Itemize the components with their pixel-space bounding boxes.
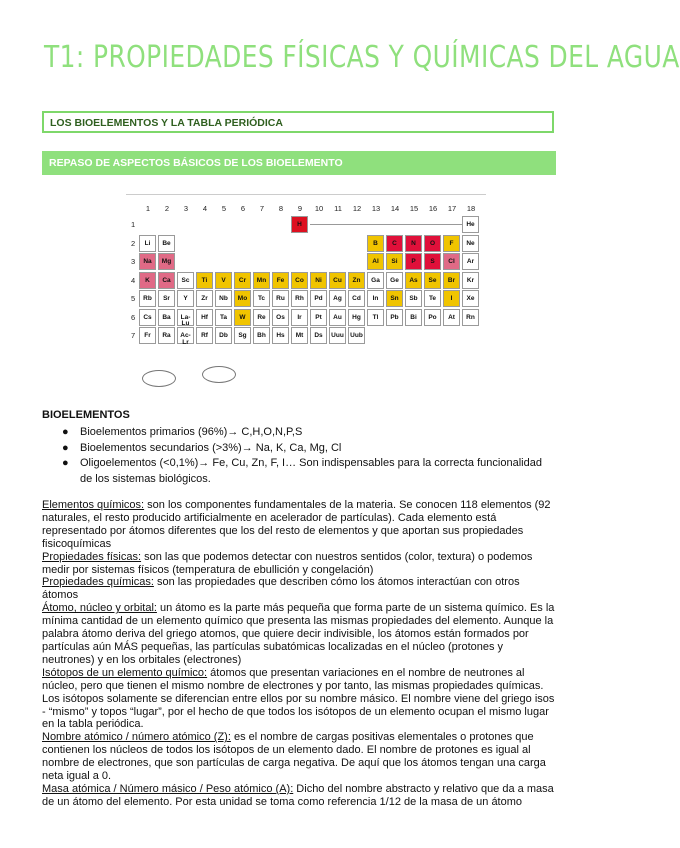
list-item: ● Bioelementos secundarios (>3%)→ Na, K, Ca, Mg, Cl (56, 441, 556, 457)
element-cell-ca (158, 272, 175, 289)
element-symbol: K (145, 276, 150, 284)
element-cell-fr (139, 327, 156, 344)
element-cell-pb (386, 309, 403, 326)
element-symbol: Kr (466, 276, 475, 284)
element-cell-kr (462, 272, 479, 289)
element-symbol: Po (428, 313, 437, 321)
row-number: 7 (131, 331, 136, 340)
element-symbol: Rh (295, 295, 304, 302)
element-symbol: Zn (352, 276, 361, 284)
element-symbol: N (411, 239, 416, 247)
bullet-icon: ● (62, 457, 69, 469)
element-symbol: Ca (162, 276, 171, 284)
column-number: 9 (297, 204, 303, 213)
element-cell-uuu (329, 327, 346, 344)
element-symbol: Ga (371, 276, 380, 284)
element-symbol: I (450, 295, 453, 302)
element-cell-ra (158, 327, 175, 344)
element-symbol: O (429, 239, 436, 247)
element-symbol: W (239, 313, 246, 321)
element-cell-ta (215, 309, 232, 326)
element-cell-ag (329, 290, 346, 307)
element-symbol: Fr (144, 332, 151, 339)
element-cell-rb (139, 290, 156, 307)
column-number: 13 (371, 204, 381, 213)
element-symbol: Re (257, 313, 266, 321)
element-symbol: C (392, 239, 397, 247)
element-cell-sg (234, 327, 251, 344)
element-symbol: Ds (314, 332, 323, 339)
term: Masa atómica / Número másico / Peso atómico (A): (42, 782, 294, 795)
element-cell-k (139, 272, 156, 289)
element-cell-he (462, 216, 479, 233)
element-symbol: Pt (315, 313, 322, 321)
element-symbol: Pb (390, 313, 399, 321)
element-symbol: Be (162, 239, 171, 247)
bullet-icon: ● (62, 426, 69, 438)
element-cell-uub (348, 327, 365, 344)
element-symbol: La-Lu (180, 313, 191, 327)
element-symbol: Tc (257, 295, 266, 302)
column-number: 14 (390, 204, 400, 213)
row-number: 3 (131, 257, 136, 266)
element-cell-os (272, 309, 289, 326)
element-cell-te (424, 290, 441, 307)
element-symbol: F (449, 239, 454, 247)
list-item: ● Bioelementos primarios (96%)→ C,H,O,N,P,S (56, 425, 556, 441)
element-cell-lalu (177, 309, 194, 326)
element-symbol: Mg (161, 258, 172, 265)
element-cell-sr (158, 290, 175, 307)
element-cell-ne (462, 235, 479, 252)
element-cell-db (215, 327, 232, 344)
element-symbol: At (448, 313, 455, 321)
section-header-bioelementos-tabla: LOS BIOELEMENTOS Y LA TABLA PERIÓDICA (42, 111, 554, 133)
element-cell-tl (367, 309, 384, 326)
element-symbol: Bh (257, 332, 266, 339)
element-symbol: Te (428, 295, 437, 302)
element-symbol: Au (333, 313, 342, 321)
element-symbol: Ge (390, 276, 399, 284)
element-cell-br (443, 272, 460, 289)
element-symbol: Ba (162, 313, 171, 321)
element-cell-fe (272, 272, 289, 289)
element-cell-po (424, 309, 441, 326)
callout-ellipse (142, 370, 176, 387)
element-cell-li (139, 235, 156, 252)
paragraph: Propiedades físicas: son las que podemos detectar con nuestros sentidos (color, textura) o podemos medir por sistemas físicos (temperatura de ebullición y congelación) (42, 550, 533, 576)
element-symbol: Ac-Lr (180, 332, 191, 346)
column-number: 17 (447, 204, 457, 213)
element-symbol: Xe (466, 295, 475, 302)
element-symbol: H (297, 221, 302, 228)
column-number: 2 (164, 204, 170, 213)
column-number: 6 (240, 204, 246, 213)
element-symbol: Tl (372, 313, 379, 321)
element-symbol: Se (428, 276, 437, 284)
element-cell-as (405, 272, 422, 289)
element-symbol: Ir (297, 313, 302, 321)
element-symbol: Li (144, 239, 151, 247)
element-symbol: Rn (466, 313, 475, 321)
element-symbol: Rb (143, 295, 152, 302)
row-number: 4 (131, 275, 136, 285)
element-symbol: Hg (352, 313, 361, 321)
element-symbol: Hs (276, 332, 285, 339)
term: Átomo, núcleo y orbital: (42, 602, 157, 615)
element-cell-zn (348, 272, 365, 289)
paragraph: Átomo, núcleo y orbital: un átomo es la parte más pequeña que forma parte de un sistema químico. Es la mínima cantidad de un elemento químico que presenta las mismas propiedades del elemento. Aunque la palabra átomo deriva del griego atomos, que quiere decir indivisible, los átomos están formados por partículas aún MÁS pequeñas, las partículas subatómicas localizadas en el núcleo (protones y neutrones) y en los orbitales (electrones) (42, 602, 555, 666)
element-cell-tc (253, 290, 270, 307)
element-cell-s (424, 253, 441, 270)
column-number: 11 (334, 204, 342, 213)
column-number: 8 (278, 204, 284, 213)
paragraph: Propiedades químicas: son las propiedades que describen cómo los átomos interactúan con otros átomos (42, 576, 520, 602)
element-cell-mg (158, 253, 175, 270)
element-symbol: Cl (448, 258, 455, 265)
element-symbol: Fe (276, 276, 285, 284)
element-cell-si (386, 253, 403, 270)
term: Propiedades químicas: (42, 576, 154, 589)
element-cell-be (158, 235, 175, 252)
element-symbol: Pd (314, 295, 323, 302)
element-symbol: Si (391, 258, 398, 265)
element-cell-ge (386, 272, 403, 289)
term: Nombre atómico / número atómico (Z): (42, 731, 231, 744)
column-number: 1 (145, 204, 151, 213)
element-symbol: Sc (181, 276, 190, 284)
element-symbol: Mn (256, 276, 267, 284)
row-number: 1 (131, 220, 136, 229)
paragraph: Masa atómica / Número másico / Peso atómico (A): Dicho del nombre abstracto y relativo que da a masa de un átomo del elemento. Por esta unidad se toma como referencia 1/12 de la masa de un átomo (42, 782, 554, 808)
element-cell-y (177, 290, 194, 307)
column-number: 3 (183, 204, 189, 213)
element-symbol: Cu (333, 276, 342, 284)
element-symbol: P (411, 258, 416, 265)
element-cell-al (367, 253, 384, 270)
element-symbol: Co (295, 276, 304, 284)
element-cell-ga (367, 272, 384, 289)
element-cell-ni (310, 272, 327, 289)
column-number: 15 (409, 204, 419, 213)
element-cell-cu (329, 272, 346, 289)
row-number: 5 (131, 294, 136, 303)
element-symbol: Rf (201, 332, 208, 339)
element-cell-sb (405, 290, 422, 307)
element-cell-co (291, 272, 308, 289)
element-symbol: Na (143, 258, 152, 265)
element-symbol: Ne (466, 239, 475, 247)
element-cell-xe (462, 290, 479, 307)
element-cell-au (329, 309, 346, 326)
element-symbol: Ar (466, 258, 475, 265)
paragraph: Isótopos de un elemento químico: átomos que presentan variaciones en el nombre de neutrones al núcleo, pero que tienen el mismo nombre de electrones y por tanto, las mismas propiedades químicas. Los isótopos solamente se diferencian entre ellos por su nombre másico. El nombre viene del griego isos - “mismo” y topos “lugar”, por el hecho de que todos los isótopos de un elemento ocupan el mismo lugar en la tabla periódica. (42, 666, 555, 731)
element-cell-ar (462, 253, 479, 270)
element-cell-cr (234, 272, 251, 289)
element-cell-re (253, 309, 270, 326)
element-symbol: He (466, 221, 475, 228)
element-symbol: Al (372, 258, 379, 265)
column-number: 18 (466, 204, 476, 213)
element-symbol: Hf (201, 313, 208, 321)
element-cell-in (367, 290, 384, 307)
connector-line (310, 224, 462, 225)
definitions-body (42, 499, 558, 809)
element-cell-p (405, 253, 422, 270)
page-title: T1: PROPIEDADES FÍSICAS Y QUÍMICAS DEL AGUA (44, 40, 680, 75)
element-symbol: B (373, 239, 378, 247)
element-cell-ba (158, 309, 175, 326)
element-symbol: Db (219, 332, 228, 339)
element-symbol: Sb (409, 295, 418, 302)
element-cell-mo (234, 290, 251, 307)
element-symbol: Sn (390, 295, 399, 302)
element-symbol: Ni (315, 276, 322, 284)
column-number: 7 (259, 204, 265, 213)
element-symbol: Cs (143, 313, 152, 321)
element-cell-rf (196, 327, 213, 344)
section-header-repaso: REPASO DE ASPECTOS BÁSICOS DE LOS BIOELEMENTO (42, 151, 556, 175)
element-cell-w (234, 309, 251, 326)
list-item: ● Oligoelementos (<0,1%)→ Fe, Cu, Zn, F, I… Son indispensables para la correcta funcionalidad de los sistemas biológicos. (62, 457, 542, 485)
element-cell-rn (462, 309, 479, 326)
row-number: 2 (131, 238, 136, 248)
element-symbol: Ag (333, 295, 342, 302)
element-cell-i (443, 290, 460, 307)
element-symbol: Bi (410, 313, 417, 321)
element-cell-aclr (177, 327, 194, 344)
term: Elementos químicos: (42, 499, 145, 511)
element-cell-hs (272, 327, 289, 344)
element-cell-ru (272, 290, 289, 307)
element-symbol: Os (276, 313, 285, 321)
element-cell-o (424, 235, 441, 252)
element-cell-sc (177, 272, 194, 289)
element-cell-sn (386, 290, 403, 307)
term: Isótopos de un elemento químico: (42, 666, 208, 679)
element-symbol: Br (447, 276, 456, 284)
element-symbol: Uuu (331, 332, 344, 339)
element-cell-h (291, 216, 308, 233)
paragraph: Elementos químicos: son los componentes fundamentales de la materia. Se conocen 118 elementos (92 naturales, el resto producido artificialmente en acelerador de partículas). Cada elemento está representado por átomos diferentes que los del resto de elementos y que aportan sus propiedades fisicoquímicas (42, 499, 551, 550)
element-symbol: Ti (201, 276, 208, 284)
element-symbol: Zr (201, 295, 208, 302)
callout-ellipse (202, 366, 236, 383)
column-number: 12 (352, 204, 362, 213)
element-cell-cs (139, 309, 156, 326)
element-symbol: Ru (276, 295, 285, 302)
column-number: 4 (202, 204, 208, 213)
bioelementos-heading: BIOELEMENTOS (42, 409, 130, 421)
element-symbol: Mo (237, 295, 248, 302)
paragraph: Nombre atómico / número atómico (Z): es el nombre de cargas positivas elementales o protones que contienen los núcleos de todos los isótopos de un elemento dado. El nombre de protones es igual al nombre de electrones, que son partículas de carga negativa. De aquí que los átomos tengan una carga neta igual a 0. (42, 731, 546, 783)
element-symbol: Uub (350, 332, 363, 339)
element-cell-ti (196, 272, 213, 289)
element-cell-nb (215, 290, 232, 307)
element-symbol: Ta (219, 313, 228, 321)
element-symbol: Sg (238, 332, 247, 339)
element-symbol: Nb (219, 295, 228, 302)
element-symbol: Cd (352, 295, 361, 302)
row-number: 6 (131, 312, 136, 322)
element-symbol: Mt (295, 332, 304, 339)
element-cell-v (215, 272, 232, 289)
bioelementos-list (56, 425, 556, 487)
column-number: 10 (314, 204, 324, 213)
element-cell-se (424, 272, 441, 289)
term: Propiedades físicas: (42, 550, 142, 563)
element-symbol: In (372, 295, 379, 302)
element-cell-mn (253, 272, 270, 289)
element-symbol: Sr (163, 295, 170, 302)
element-symbol: Ra (162, 332, 171, 339)
element-cell-bh (253, 327, 270, 344)
element-symbol: As (409, 276, 418, 284)
element-cell-c (386, 235, 403, 252)
element-symbol: Y (183, 295, 188, 302)
element-symbol: S (430, 258, 435, 265)
element-cell-bi (405, 309, 422, 326)
periodic-table (126, 194, 486, 392)
element-cell-hf (196, 309, 213, 326)
element-cell-pt (310, 309, 327, 326)
element-symbol: V (221, 276, 226, 284)
element-cell-zr (196, 290, 213, 307)
element-cell-na (139, 253, 156, 270)
bullet-icon: ● (62, 441, 69, 454)
element-cell-at (443, 309, 460, 326)
element-cell-cd (348, 290, 365, 307)
element-cell-pd (310, 290, 327, 307)
element-cell-n (405, 235, 422, 252)
element-cell-ir (291, 309, 308, 326)
element-cell-b (367, 235, 384, 252)
element-cell-f (443, 235, 460, 252)
element-cell-ds (310, 327, 327, 344)
element-cell-mt (291, 327, 308, 344)
element-cell-rh (291, 290, 308, 307)
element-symbol: Cr (238, 276, 247, 284)
element-cell-cl (443, 253, 460, 270)
column-number: 5 (221, 204, 227, 213)
element-cell-hg (348, 309, 365, 326)
column-number: 16 (428, 204, 438, 213)
